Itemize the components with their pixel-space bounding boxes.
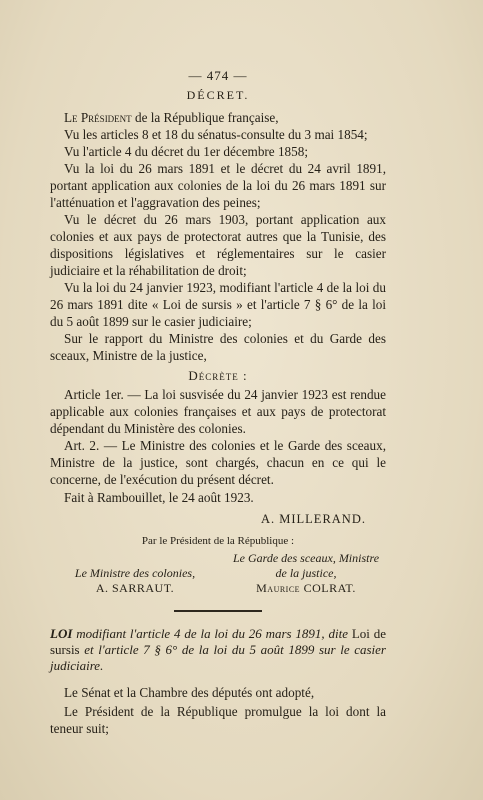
visa-paragraph: Vu la loi du 24 janvier 1923, modifiant l'article 4 de la loi du 26 mars 1891 dite « Loi de sursis » et l'article 7 § 6° de la loi du 5 août 1899 sur le casier judiciaire; [50,280,386,329]
decree-preamble [50,109,386,126]
decrete-heading: Décrète : [188,368,248,383]
countersign-right [226,551,386,596]
countersignatures [50,551,386,596]
visa-paragraph: Vu le décret du 26 mars 1903, portant application aux colonies et aux pays de protectorat autres que la Tunisie, des dispositions législatives et réglementaires sur le casier judiciaire et la réhabilitation de droit; [50,212,386,278]
countersign-intro: Par le Président de la République : [141,535,295,547]
right-minister-title-1: Le Garde des sceaux, Ministre [232,551,380,565]
law-title-part2: Loi de sursis [50,626,386,657]
right-minister-name: Maurice COLRAT. [256,581,356,595]
left-minister-title: Le Ministre des colonies, [74,566,196,580]
section-divider [174,610,262,612]
law-title [50,626,386,674]
visa-paragraph: Vu la loi du 26 mars 1891 et le décret du 24 avril 1891, portant application aux colonies de la loi du 26 mars 1891 sur l'atténuation et l'aggravation des peines; [50,161,386,210]
visa-paragraph: Vu les articles 8 et 18 du sénatus-consulte du 3 mai 1854; [64,127,368,142]
article-paragraph: Article 1er. — La loi susvisée du 24 janvier 1923 est rendue applicable aux colonies françaises et aux pays de protectorat dépendant du Ministère des colonies. [50,387,386,436]
decree-heading: DÉCRET. [186,88,250,102]
visa-paragraph: Sur le rapport du Ministre des colonies et du Garde des sceaux, Ministre de la justice, [50,331,386,363]
article-paragraph: Art. 2. — Le Ministre des colonies et le Garde des sceaux, Ministre de la justice, sont chargés, chacun en ce qui le concerne, de l'exécution du présent décret. [50,438,386,487]
law-title-part3: et l'article 7 § 6° de la loi du 5 août 1899 sur le casier judiciaire. [50,642,386,673]
law-body [50,684,386,737]
page-content [50,68,386,739]
preamble-lead: Le Président [64,110,132,125]
left-minister-name: A. SARRAUT. [95,581,175,595]
law-paragraph: Le Président de la République promulgue la loi dont la teneur suit; [50,704,386,736]
law-paragraph: Le Sénat et la Chambre des députés ont adopté, [64,685,315,700]
signing-place-date: Fait à Rambouillet, le 24 août 1923. [64,490,254,505]
page-number: — 474 — [188,68,248,83]
president-signature: A. MILLERAND. [260,512,366,526]
visa-paragraph: Vu l'article 4 du décret du 1er décembre 1858; [64,144,308,159]
law-title-part1: modifiant l'article 4 de la loi du 26 mars 1891, dite [72,626,352,641]
preamble-rest: de la République française, [131,110,279,125]
countersign-left [50,551,220,596]
right-minister-title-2: de la justice, [275,566,337,580]
law-lead: LOI [50,626,73,641]
